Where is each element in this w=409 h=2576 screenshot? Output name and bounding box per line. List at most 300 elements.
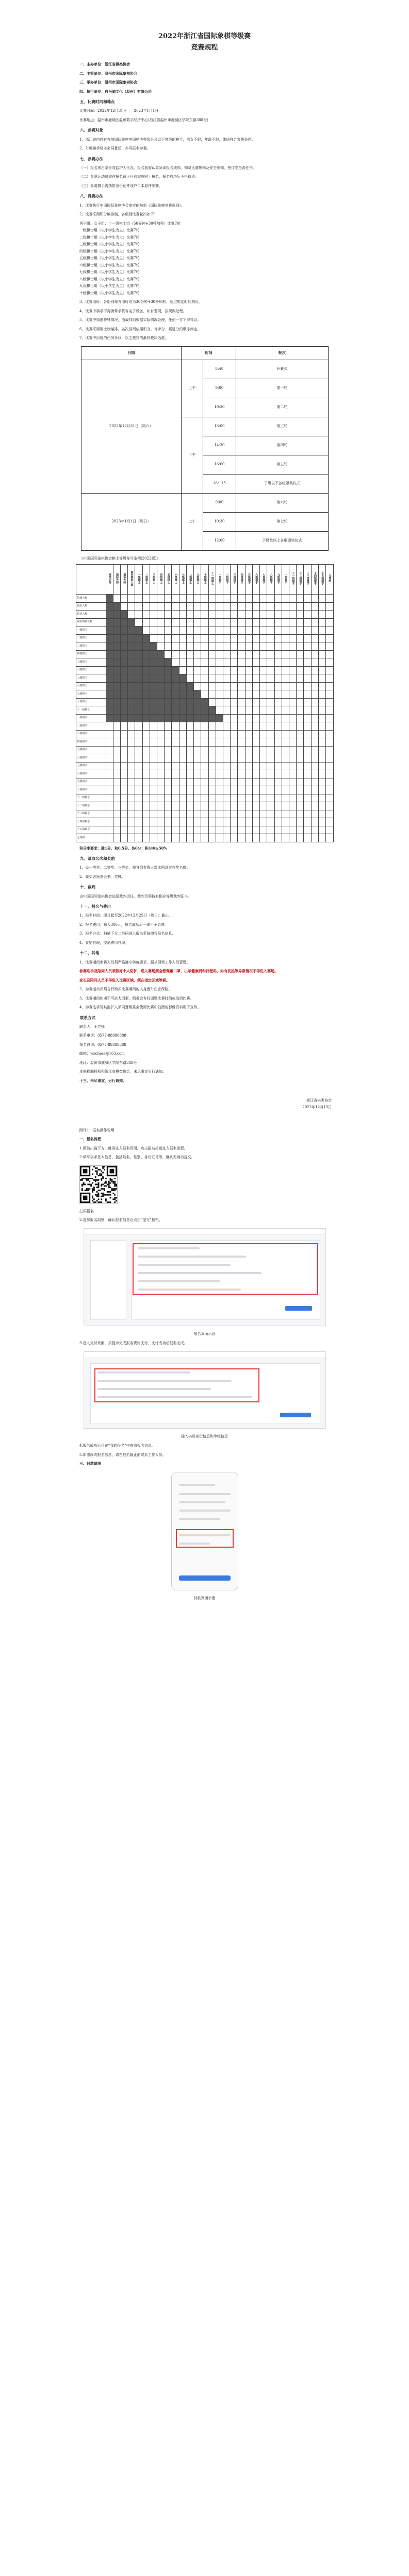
grid-cell [260, 682, 267, 690]
grid-column-label: 二级棋士 [144, 573, 148, 584]
grid-cell [172, 698, 179, 706]
grid-cell [179, 714, 186, 722]
grid-cell [274, 690, 282, 699]
grid-cell [245, 595, 252, 603]
grid-cell [113, 826, 120, 834]
grid-cell [297, 754, 304, 762]
grid-cell [172, 738, 179, 747]
grid-cell [113, 746, 120, 754]
grid-row [76, 674, 333, 683]
grid-cell [208, 690, 216, 699]
schedule-round: 第二轮 [236, 398, 328, 417]
grid-cell [245, 698, 252, 706]
grid-column-header [208, 565, 216, 595]
grid-cell [311, 674, 318, 683]
grid-cell [238, 666, 245, 674]
grid-cell [150, 834, 157, 842]
grid-cell [304, 794, 311, 802]
grid-cell [326, 794, 333, 802]
grid-cell [318, 786, 325, 794]
grid-cell [318, 634, 325, 642]
grid-cell [179, 754, 186, 762]
group-item: 一级棋士组（以小学生为主）比赛7轮 [79, 228, 140, 233]
grid-cell [245, 674, 252, 683]
grid-cell [172, 770, 179, 778]
grid-cell [289, 834, 296, 842]
grid-cell [106, 690, 113, 699]
grid-cell [186, 802, 193, 810]
grid-cell [267, 690, 274, 699]
grid-cell [223, 738, 231, 747]
grid-cell [297, 794, 304, 802]
grid-cell [282, 818, 289, 826]
grid-cell [318, 690, 325, 699]
section-heading: 十二、其他 [80, 951, 100, 956]
grid-cell [106, 810, 113, 818]
grid-cell [120, 722, 127, 731]
grid-cell [216, 778, 223, 786]
grid-cell [157, 595, 165, 603]
grid-cell [260, 722, 267, 731]
grid-cell [142, 746, 150, 754]
grid-cell [318, 682, 325, 690]
grid-cell [245, 658, 252, 667]
grid-row-label: 四级棋手 [76, 738, 106, 747]
grid-row-label: 十四级棋手 [76, 818, 106, 826]
grid-cell [135, 826, 142, 834]
grid-cell [106, 595, 113, 603]
grid-cell [326, 642, 333, 651]
grid-cell [150, 786, 157, 794]
grid-cell [194, 706, 201, 715]
grid-cell [260, 698, 267, 706]
grid-cell [282, 770, 289, 778]
grid-cell [194, 634, 201, 642]
grid-column-header [172, 565, 179, 595]
paragraph: 由中国国际象棋协会选派裁判担任，裁判员须持有相应等级裁判证书。 [79, 894, 191, 899]
grid-cell [113, 706, 120, 715]
grid-column-header [165, 565, 172, 595]
grid-cell [135, 778, 142, 786]
grid-cell [238, 626, 245, 635]
grid-cell [120, 690, 127, 699]
grid-cell [238, 818, 245, 826]
grid-cell [150, 642, 157, 651]
grid-cell [194, 618, 201, 626]
grid-cell [142, 714, 150, 722]
grid-cell [186, 762, 193, 770]
grid-cell [106, 746, 113, 754]
grid-cell [274, 834, 282, 842]
grid-cell [304, 595, 311, 603]
grid-cell [150, 618, 157, 626]
grid-cell [128, 634, 135, 642]
grid-cell [106, 834, 113, 842]
grid-cell [223, 690, 231, 699]
grid-row-label: 二级棋士 [76, 634, 106, 642]
grid-cell [201, 802, 208, 810]
grid-row-label: 九级棋士 [76, 690, 106, 699]
grid-column-label: 四级棋士 [159, 573, 163, 584]
group-item: 二级棋士组（以小学生为主）比赛7轮 [79, 235, 140, 240]
grid-cell [245, 666, 252, 674]
grid-cell [208, 666, 216, 674]
grid-cell [150, 698, 157, 706]
grid-cell [150, 714, 157, 722]
grid-cell [267, 706, 274, 715]
grid-column-label: 棋协大师 [123, 573, 126, 584]
grid-cell [231, 714, 238, 722]
grid-cell [238, 746, 245, 754]
grid-cell [267, 762, 274, 770]
grid-cell [297, 690, 304, 699]
paragraph: 3.进入支付页面，按提示完成报名费用支付，支付成功后报名完成。 [79, 1341, 188, 1346]
grid-cell [223, 682, 231, 690]
grid-cell [186, 770, 193, 778]
grid-row [76, 722, 333, 731]
grid-cell [150, 595, 157, 603]
grid-column-label: 三级棋手 [233, 573, 236, 584]
grid-cell [157, 738, 165, 747]
grid-cell [208, 794, 216, 802]
grid-cell [274, 826, 282, 834]
grid-cell [165, 674, 172, 683]
grid-cell [128, 650, 135, 658]
grid-cell [165, 618, 172, 626]
grid-cell [216, 794, 223, 802]
grid-cell [165, 746, 172, 754]
grid-cell [282, 834, 289, 842]
grid-cell [274, 682, 282, 690]
grid-cell [267, 682, 274, 690]
grid-cell [194, 818, 201, 826]
grid-cell [318, 722, 325, 731]
grid-cell [318, 818, 325, 826]
grid-cell [194, 611, 201, 619]
grid-cell [106, 602, 113, 611]
grid-cell [113, 698, 120, 706]
grid-cell [238, 658, 245, 667]
schedule-period: 下午 [182, 417, 203, 493]
grid-cell [311, 698, 318, 706]
grid-cell [106, 714, 113, 722]
grid-cell [106, 722, 113, 731]
screenshot-caption: 报名页面示意 [193, 1331, 216, 1336]
grid-cell [208, 730, 216, 738]
signature-date: 2022年12月13日 [302, 1105, 332, 1110]
grid-cell [157, 770, 165, 778]
grid-cell [216, 786, 223, 794]
grid-cell [216, 770, 223, 778]
grid-cell [231, 794, 238, 802]
grid-cell [186, 602, 193, 611]
grid-cell [120, 834, 127, 842]
grid-cell [142, 770, 150, 778]
grid-cell [128, 770, 135, 778]
grid-cell [311, 666, 318, 674]
grid-row [76, 802, 333, 810]
qr-code-icon[interactable] [79, 1165, 118, 1204]
grid-cell [245, 682, 252, 690]
grid-column-label: 十级棋士 [203, 573, 207, 584]
grid-cell [260, 634, 267, 642]
grid-cell [326, 602, 333, 611]
grid-cell [201, 818, 208, 826]
grid-cell [289, 778, 296, 786]
grid-cell [186, 794, 193, 802]
grid-cell [267, 666, 274, 674]
grid-cell [208, 746, 216, 754]
grid-cell [297, 802, 304, 810]
grid-cell [135, 634, 142, 642]
grid-cell [142, 818, 150, 826]
grid-cell [208, 786, 216, 794]
grid-cell [245, 754, 252, 762]
grid-cell [150, 818, 157, 826]
schedule-header-cell: 轮次 [236, 346, 328, 360]
grid-cell [289, 682, 296, 690]
grid-cell [106, 642, 113, 651]
organizer-label: 二、主管单位： [79, 71, 105, 76]
grid-row [76, 714, 333, 722]
grid-cell [245, 794, 252, 802]
grid-column-label: 五级棋士 [167, 573, 170, 584]
grid-cell [194, 674, 201, 683]
grid-cell [172, 778, 179, 786]
paragraph: 3、比赛用时：各组别每方用时均为30分钟+30秒加秒，超过规定时间判负。 [79, 300, 203, 304]
grid-cell [260, 666, 267, 674]
grid-row-label: 七级棋手 [76, 762, 106, 770]
grid-cell [135, 650, 142, 658]
grid-cell [289, 738, 296, 747]
grid-row [76, 794, 333, 802]
paragraph: 1、比赛执行中国国际象棋协会审定的最新《国际象棋竞赛规则》。 [79, 203, 185, 208]
grid-cell [165, 602, 172, 611]
grid-cell [150, 611, 157, 619]
grid-cell [260, 778, 267, 786]
grid-cell [135, 770, 142, 778]
grid-cell [179, 762, 186, 770]
grid-cell [231, 826, 238, 834]
grid-cell [318, 666, 325, 674]
grid-cell [157, 818, 165, 826]
schedule-header-cell: 时间 [182, 346, 236, 360]
grid-cell [157, 658, 165, 667]
grid-cell [252, 746, 259, 754]
grid-cell [326, 674, 333, 683]
grid-cell [165, 754, 172, 762]
grid-cell [135, 618, 142, 626]
paragraph: 1.微信扫描下方二维码进入报名页面，点击报名按钮进入报名流程。 [79, 1146, 188, 1150]
grid-cell [267, 826, 274, 834]
grid-cell [165, 634, 172, 642]
grid-cell [223, 762, 231, 770]
schedule-time: 16：15 [203, 474, 236, 493]
grid-cell [223, 698, 231, 706]
grid-cell [289, 595, 296, 603]
grid-cell [157, 698, 165, 706]
grid-cell [252, 626, 259, 635]
grid-cell [326, 754, 333, 762]
grid-cell [311, 626, 318, 635]
grid-cell [157, 810, 165, 818]
grid-cell [186, 706, 193, 715]
schedule-period: 上午 [182, 360, 203, 417]
grid-cell [238, 826, 245, 834]
grid-cell [142, 826, 150, 834]
grid-cell [172, 602, 179, 611]
grid-cell [238, 690, 245, 699]
grid-cell [157, 602, 165, 611]
grid-row-label: 十级棋手 [76, 786, 106, 794]
grid-cell [231, 602, 238, 611]
grid-cell [304, 802, 311, 810]
grid-cell [274, 786, 282, 794]
grid-cell [238, 634, 245, 642]
grid-cell [297, 666, 304, 674]
grid-cell [274, 602, 282, 611]
grid-cell [150, 762, 157, 770]
schedule-time: 16:00 [203, 455, 236, 474]
grid-cell [201, 834, 208, 842]
grid-row [76, 770, 333, 778]
grid-cell [128, 834, 135, 842]
grid-cell [194, 746, 201, 754]
red-notice: 家长及陪同人员不得进入比赛区域，须在指定区域等候。 [79, 977, 170, 982]
grid-cell [172, 834, 179, 842]
grid-row [76, 650, 333, 658]
grid-cell [267, 722, 274, 731]
grid-cell [208, 714, 216, 722]
grid-cell [120, 778, 127, 786]
grid-cell [304, 810, 311, 818]
grid-cell [274, 611, 282, 619]
grid-cell [297, 674, 304, 683]
grid-cell [128, 658, 135, 667]
grid-cell [267, 818, 274, 826]
grid-cell [179, 634, 186, 642]
grid-cell [186, 754, 193, 762]
grid-cell [289, 698, 296, 706]
grid-cell [260, 802, 267, 810]
organizer-list [72, 62, 337, 94]
grid-cell [106, 802, 113, 810]
grid-cell [231, 810, 238, 818]
grid-cell [267, 634, 274, 642]
grid-row [76, 626, 333, 635]
grid-cell [223, 650, 231, 658]
phone-line [179, 1493, 231, 1495]
grid-cell [135, 682, 142, 690]
grid-cell [231, 658, 238, 667]
grid-cell [297, 618, 304, 626]
grid-cell [267, 802, 274, 810]
grid-cell [106, 666, 113, 674]
grid-cell [128, 690, 135, 699]
grid-cell [304, 682, 311, 690]
grid-cell [128, 778, 135, 786]
grid-cell [172, 666, 179, 674]
grid-cell [245, 826, 252, 834]
grid-cell [113, 666, 120, 674]
grid-column-header [179, 565, 186, 595]
grid-cell [106, 794, 113, 802]
grid-cell [150, 802, 157, 810]
grid-cell [318, 674, 325, 683]
grid-cell [260, 818, 267, 826]
grid-cell [282, 738, 289, 747]
grid-cell [311, 690, 318, 699]
grid-cell [135, 786, 142, 794]
grid-cell [238, 762, 245, 770]
grid-cell [106, 706, 113, 715]
grid-cell [165, 722, 172, 731]
grid-cell [165, 626, 172, 635]
grid-row [76, 738, 333, 747]
grid-row [76, 786, 333, 794]
grid-row [76, 818, 333, 826]
grid-cell [231, 650, 238, 658]
grid-row [76, 746, 333, 754]
grid-cell [135, 834, 142, 842]
grid-cell [274, 730, 282, 738]
grid-cell [311, 762, 318, 770]
grid-cell [135, 810, 142, 818]
grid-cell [120, 650, 127, 658]
grid-cell [208, 826, 216, 834]
screenshot-highlight-box [94, 1368, 259, 1402]
grid-cell [128, 602, 135, 611]
qr-caption: 扫码报名 [79, 1209, 94, 1213]
grid-cell [186, 786, 193, 794]
grid-cell [267, 810, 274, 818]
schedule-date: 2022年12月31日（周六） [81, 360, 182, 493]
schedule-row [81, 493, 328, 512]
grid-cell [120, 611, 127, 619]
grid-cell [318, 611, 325, 619]
grid-cell [165, 666, 172, 674]
grid-cell [172, 618, 179, 626]
grid-cell [216, 834, 223, 842]
grid-cell [128, 762, 135, 770]
grid-cell [201, 611, 208, 619]
grid-cell [326, 786, 333, 794]
grid-cell [128, 746, 135, 754]
grid-cell [172, 754, 179, 762]
grid-cell [223, 818, 231, 826]
grid-cell [208, 626, 216, 635]
grid-cell [157, 802, 165, 810]
grid-cell [179, 778, 186, 786]
grid-cell [297, 602, 304, 611]
grid-cell [128, 714, 135, 722]
grid-cell [304, 706, 311, 715]
grid-row-label: 六级棋手 [76, 754, 106, 762]
grid-cell [186, 778, 193, 786]
grid-cell [282, 618, 289, 626]
paragraph: 3、报名方式：扫描下方二维码进入报名系统填写报名信息。 [79, 931, 176, 936]
grid-cell [120, 714, 127, 722]
grid-cell [142, 626, 150, 635]
grid-cell [260, 611, 267, 619]
grid-cell [326, 682, 333, 690]
grid-row-label: 三级棋手 [76, 730, 106, 738]
grid-cell [165, 730, 172, 738]
grid-cell [274, 770, 282, 778]
grid-cell [106, 786, 113, 794]
grid-column-header [274, 565, 282, 595]
grid-cell [106, 826, 113, 834]
